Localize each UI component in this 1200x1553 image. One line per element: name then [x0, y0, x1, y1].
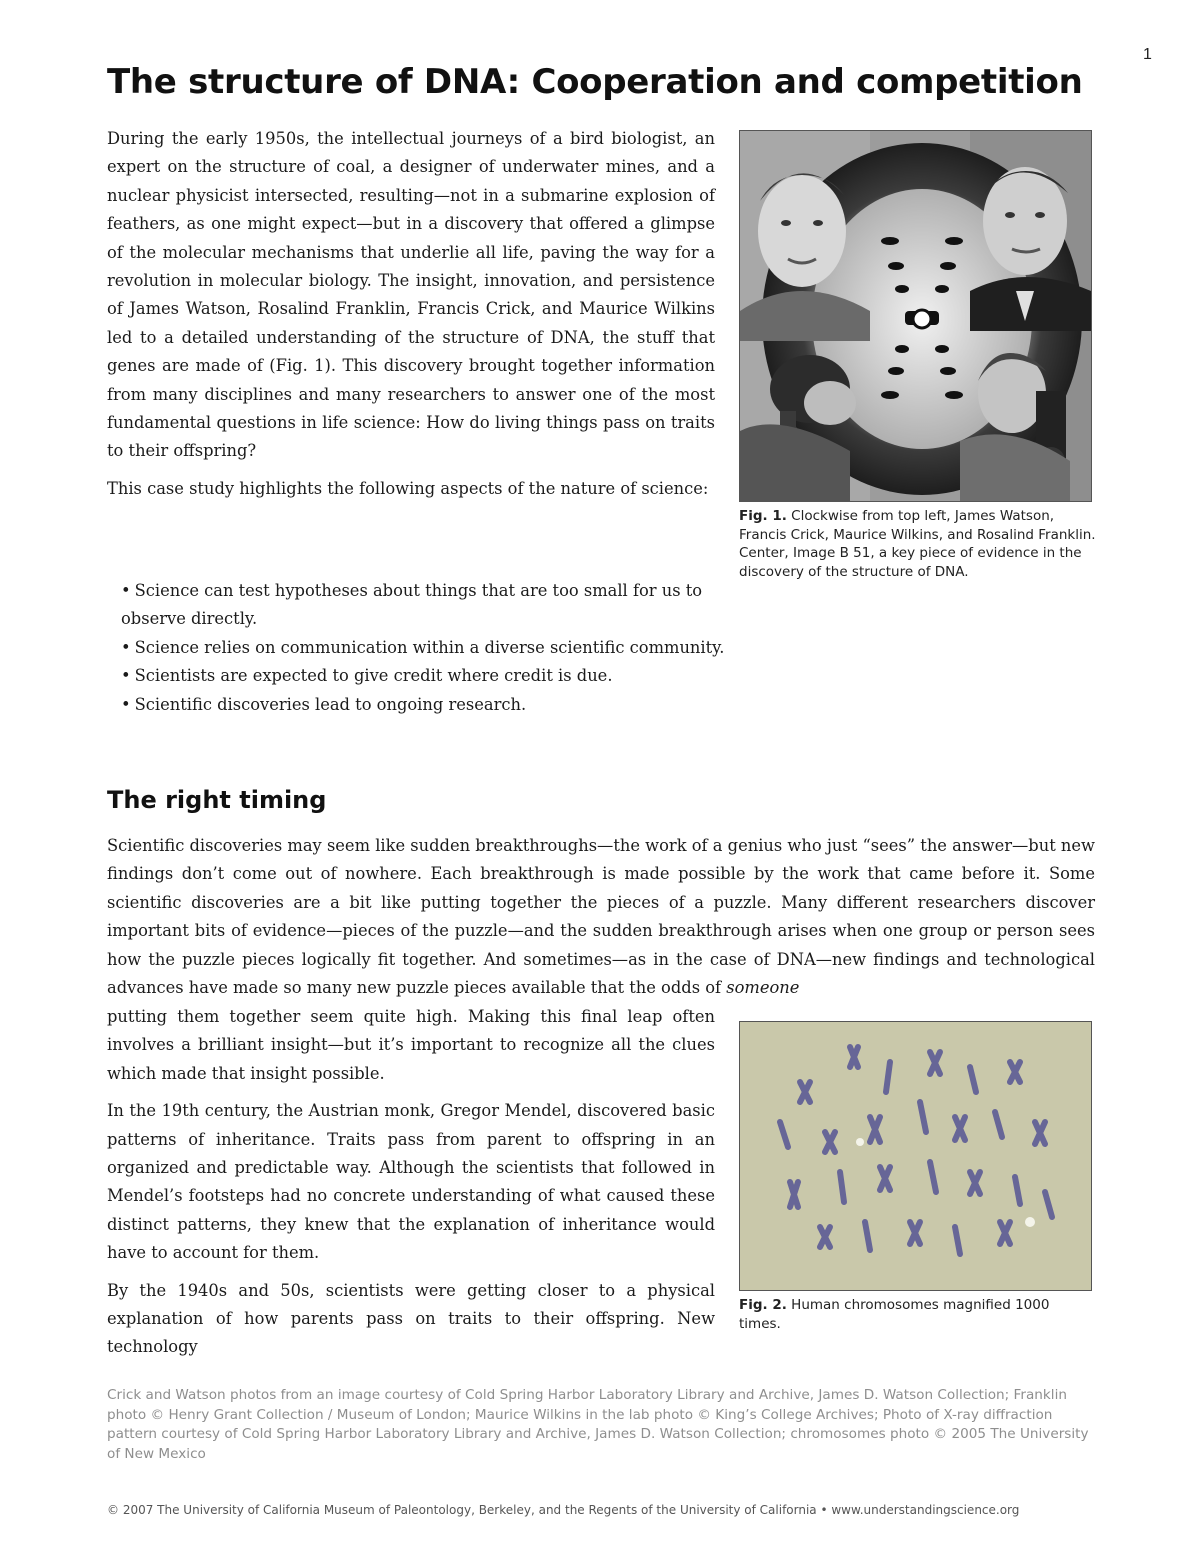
timing-paragraph: By the 1940s and 50s, scientists were getting closer to a physical explanation of how parents pass on traits to their offspring. New technology: [107, 1280, 715, 1357]
list-item: • Scientific discoveries lead to ongoing research.: [121, 694, 527, 714]
page-number: 1: [1143, 46, 1152, 63]
list-item: • Science relies on communication within a diverse scientific community.: [121, 637, 725, 657]
fig1-photo-collage: [739, 130, 1092, 502]
fig2-label: Fig. 2.: [739, 1297, 787, 1313]
fig1-label: Fig. 1.: [739, 508, 787, 524]
timing-section-narrow: [107, 1003, 715, 1371]
list-item: • Scientists are expected to give credit where credit is due.: [121, 666, 613, 686]
timing-paragraph: In the 19th century, the Austrian monk, Gregor Mendel, discovered basic patterns of inheritance. Traits pass from parent to offspring in an organized and predictable way. Although the scientists that followed in Mendel’s footsteps had no concrete understanding of what caused these distinct patterns, they knew that the explanation of inheritance would have to account for them.: [107, 1101, 715, 1263]
fig2-caption: [739, 1296, 1079, 1333]
photo-credits: Crick and Watson photos from an image courtesy of Cold Spring Harbor Laboratory Library and Archive, James D. Watson Collection; Franklin photo © Henry Grant Collection / Museum of London; Maurice Wilkins in the lab photo © King’s College Archives; Photo of X-ray diffraction pattern courtesy of Cold Spring Harbor Laboratory Library and Archive, James D. Watson Collection; chromosomes photo © 2005 The University of New Mexico: [107, 1387, 1089, 1462]
fig2-chromosome-photo: [739, 1021, 1092, 1291]
page-footer: © 2007 The University of California Museum of Paleontology, Berkeley, and the Regents of the University of California • www.understandingscience.org: [107, 1503, 1020, 1517]
timing-paragraph: putting them together seem quite high. Making this final leap often involves a brilliant insight—but it’s important to recognize all the clues which made that insight possible.: [107, 1007, 715, 1083]
section-heading: The right timing: [107, 786, 327, 814]
fig1-caption-text: Clockwise from top left, James Watson, Francis Crick, Maurice Wilkins, and Rosalind Franklin. Center, Image B 51, a key piece of evidence in the discovery of the structure of DNA.: [739, 508, 1096, 580]
fig2-caption-text: Human chromosomes magnified 1000 times.: [739, 1297, 1050, 1332]
fig1-caption: [739, 507, 1101, 581]
timing-paragraph: Scientific discoveries may seem like sudden breakthroughs—the work of a genius who just “sees” the answer—but new findings don’t come out of nowhere. Each breakthrough is made possible by the work that came before it. Some scientific discoveries are a bit like putting together the pieces of a puzzle. Many different researchers discover important bits of evidence—pieces of the puzzle—and the sudden breakthrough arises when one group or person sees how the puzzle pieces logically fit together. And sometimes—as in the case of DNA—new findings and technological advances have made so many new puzzle pieces available that the odds of someone: [107, 836, 1095, 998]
intro-paragraph: This case study highlights the following aspects of the nature of science:: [107, 478, 709, 498]
emphasis-text: someone: [726, 978, 800, 998]
page-title: The structure of DNA: Cooperation and competition: [107, 62, 1083, 102]
nature-of-science-list: [121, 577, 811, 719]
intro-section: [107, 125, 715, 512]
intro-paragraph: During the early 1950s, the intellectual journeys of a bird biologist, an expert on the structure of coal, a designer of underwater mines, and a nuclear physicist intersected, resulting—not in a submarine explosion of feathers, as one might expect—but in a discovery that offered a glimpse of the molecular mechanisms that underlie all life, paving the way for a revolution in molecular biology. The insight, innovation, and persistence of James Watson, Rosalind Franklin, Francis Crick, and Maurice Wilkins led to a detailed understanding of the structure of DNA, the stuff that genes are made of (Fig. 1). This discovery brought together information from many disciplines and many researchers to answer one of the most fundamental questions in life science: How do living things pass on traits to their offspring?: [107, 129, 715, 461]
list-item: • Science can test hypotheses about things that are too small for us to observe directly.: [121, 581, 703, 629]
